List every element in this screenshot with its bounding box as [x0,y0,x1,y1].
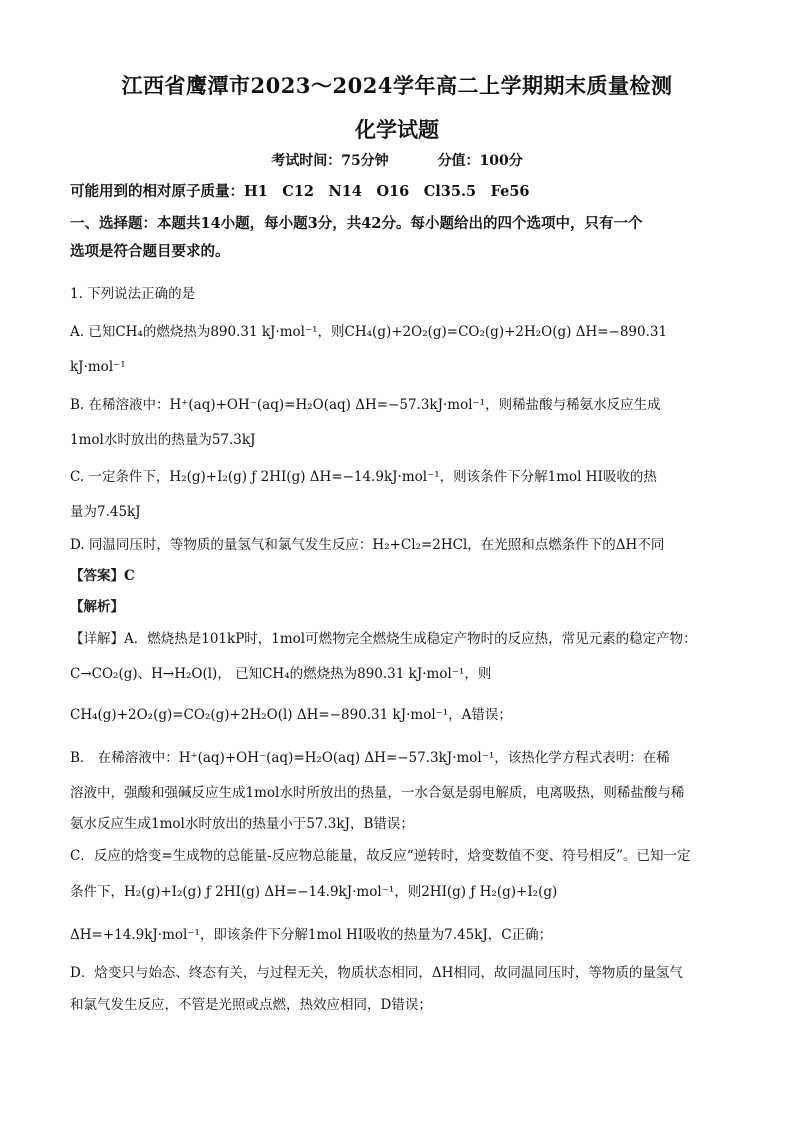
detail-line-7: C．反应的焓变=生成物的总能量-反应物总能量，故反应“逆转时，焓变数值不变、符号相反”。已知一定 [70,848,691,864]
exam-score: 分值：100分 [437,153,523,169]
detail-line-2: C→CO₂(g)、H→H₂O(l)， 已知CH₄的燃烧热为890.31 kJ·mol⁻¹，则 [70,666,492,682]
detail-line-11: 和氯气发生反应，不管是光照或点燃，热效应相同，D错误； [70,997,432,1013]
detail-line-4: B． 在稀溶液中：H⁺(aq)+OH⁻(aq)=H₂O(aq) ΔH=−57.3kJ·mol⁻¹，该热化学方程式表明：在稀 [70,750,670,766]
detail-line-5: 溶液中，强酸和强碱反应生成1mol水时所放出的热量，一水合氨是弱电解质，电离吸热，则稀盐酸与稀 [70,785,685,801]
option-b-line2: 1mol水时放出的热量为57.3kJ [70,432,256,448]
detail-line-8: 条件下，H₂(g)+I₂(g) ƒ 2HI(g) ΔH=−14.9kJ·mol⁻¹，则2HI(g) ƒ H₂(g)+I₂(g) [70,884,558,900]
exam-title: 江西省鹰潭市2023～2024学年高二上学期期末质量检测 [121,73,673,98]
detail-line-3: CH₄(g)+2O₂(g)=CO₂(g)+2H₂O(l) ΔH=−890.31 kJ·mol⁻¹，A错误； [70,707,512,723]
option-c-line2: 量为7.45kJ [70,504,141,520]
detail-line-10: D．焓变只与始态、终态有关，与过程无关，物质状态相同，ΔH相同，故同温同压时，等物质的量氢气 [70,965,683,981]
atomic-masses: 可能用到的相对原子质量：H1 C12 N14 O16 Cl35.5 Fe56 [70,183,530,200]
detail-line-9: ΔH=+14.9kJ·mol⁻¹，即该条件下分解1mol HI吸收的热量为7.45kJ，C正确； [70,927,553,943]
section-heading-line2: 选项是符合题目要求的。 [70,243,230,260]
option-d: D. 同温同压时，等物质的量氢气和氯气发生反应：H₂+Cl₂=2HCl，在光照和点燃条件下的ΔH不同 [70,537,665,553]
exam-info [0,150,794,170]
exam-subtitle: 化学试题 [355,117,439,142]
analysis-label: 【解析】 [70,599,124,615]
detail-line-6: 氨水反应生成1mol水时放出的热量小于57.3kJ，B错误； [70,816,414,832]
exam-time: 考试时间：75分钟 [271,153,389,169]
option-a-line1: A. 已知CH₄的燃烧热为890.31 kJ·mol⁻¹，则CH₄(g)+2O₂(g)=CO₂(g)+2H₂O(g) ΔH=−890.31 [70,324,668,340]
option-a-line2: kJ·mol⁻¹ [70,359,126,375]
option-c-line1: C. 一定条件下，H₂(g)+I₂(g) ƒ 2HI(g) ΔH=−14.9kJ·mol⁻¹，则该条件下分解1mol HI吸收的热 [70,469,657,485]
section-heading-line1: 一、选择题：本题共14小题，每小题3分，共42分。每小题给出的四个选项中，只有一个 [70,215,643,232]
answer: 【答案】C [70,568,135,584]
question-stem: 1. 下列说法正确的是 [70,286,196,302]
detail-line-1: 【详解】A．燃烧热是101kP时，1mol可燃物完全燃烧生成稳定产物时的反应热，常见元素的稳定产物： [70,631,697,647]
option-b-line1: B. 在稀溶液中：H⁺(aq)+OH⁻(aq)=H₂O(aq) ΔH=−57.3kJ·mol⁻¹，则稀盐酸与稀氨水反应生成 [70,397,661,413]
